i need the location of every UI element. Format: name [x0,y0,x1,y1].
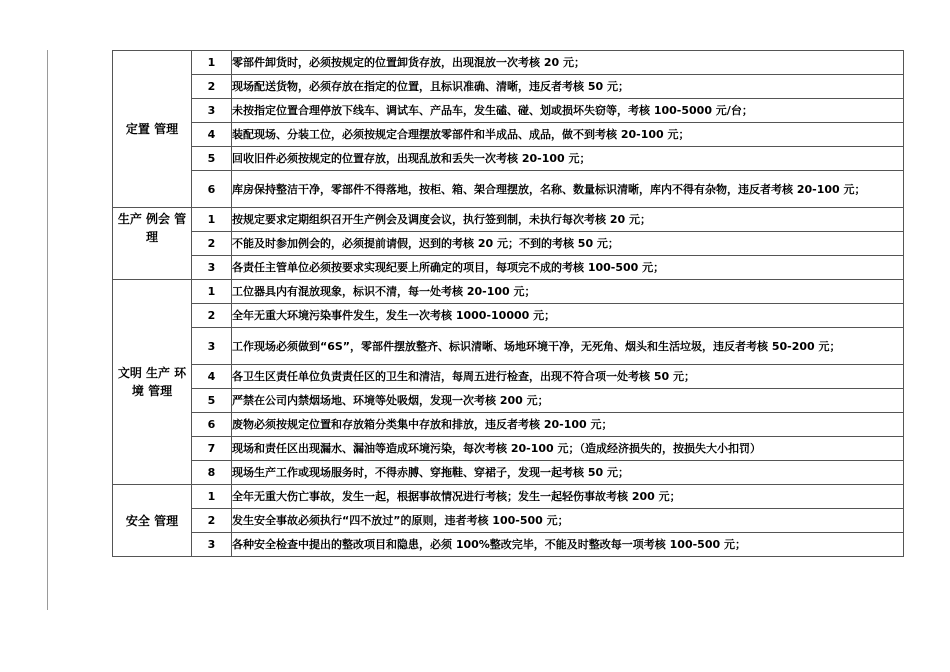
row-number: 6 [192,413,232,437]
row-number: 4 [192,365,232,389]
rule-text: 工位器具内有混放现象，标识不清，每一处考核 20-100 元； [232,280,904,304]
rule-text: 现场配送货物，必须存放在指定的位置，且标识准确、清晰，违反者考核 50 元； [232,75,904,99]
rule-text: 现场生产工作或现场服务时，不得赤膊、穿拖鞋、穿裙子，发现一起考核 50 元； [232,461,904,485]
rule-text: 各责任主管单位必须按要求实现纪要上所确定的项目，每项完不成的考核 100-500 元； [232,256,904,280]
rule-text: 回收旧件必须按规定的位置存放，出现乱放和丢失一次考核 20-100 元； [232,147,904,171]
row-number: 7 [192,437,232,461]
row-number: 3 [192,533,232,557]
regulations-table [112,50,904,557]
rule-text: 工作现场必须做到“6S”，零部件摆放整齐、标识清晰、场地环境干净，无死角、烟头和生活垃圾，违反者考核 50-200 元； [232,328,904,365]
rule-text: 废物必须按规定位置和存放箱分类集中存放和排放，违反者考核 20-100 元； [232,413,904,437]
rule-text: 未按指定位置合理停放下线车、调试车、产品车，发生磕、碰、划或损坏失窃等，考核 100-5000 元/台； [232,99,904,123]
row-number: 4 [192,123,232,147]
table-row [113,389,904,413]
table-row [113,485,904,509]
table-row [113,123,904,147]
table-row [113,365,904,389]
rule-text: 各种安全检查中提出的整改项目和隐患，必须 100%整改完毕，不能及时整改每一项考核 100-500 元； [232,533,904,557]
rule-text: 零部件卸货时，必须按规定的位置卸货存放，出现混放一次考核 20 元； [232,51,904,75]
table-row [113,280,904,304]
rule-text: 装配现场、分装工位，必须按规定合理摆放零部件和半成品、成品，做不到考核 20-100 元； [232,123,904,147]
rule-text: 不能及时参加例会的，必须提前请假，迟到的考核 20 元；不到的考核 50 元； [232,232,904,256]
table-row [113,437,904,461]
row-number: 1 [192,51,232,75]
row-number: 8 [192,461,232,485]
rule-text: 库房保持整洁干净，零部件不得落地，按柜、箱、架合理摆放，名称、数量标识清晰，库内不得有杂物，违反者考核 20-100 元； [232,171,904,208]
category-civilized-production-environment-management: 文明 生产 环境 管理 [113,280,192,485]
row-number: 5 [192,147,232,171]
row-number: 1 [192,280,232,304]
row-number: 2 [192,509,232,533]
table-row [113,147,904,171]
row-number: 3 [192,256,232,280]
row-number: 3 [192,99,232,123]
table-row [113,461,904,485]
category-safety-management: 安全 管理 [113,485,192,557]
row-number: 2 [192,75,232,99]
category-production-meeting-management: 生产 例会 管理 [113,208,192,280]
table-row [113,51,904,75]
table-row [113,509,904,533]
table-row [113,304,904,328]
rule-text: 按规定要求定期组织召开生产例会及调度会议，执行签到制，未执行每次考核 20 元； [232,208,904,232]
table-row [113,171,904,208]
category-placement-management: 定置 管理 [113,51,192,208]
table-row [113,533,904,557]
table-row [113,208,904,232]
rule-text: 各卫生区责任单位负责责任区的卫生和清洁，每周五进行检查，出现不符合项一处考核 50 元； [232,365,904,389]
row-number: 3 [192,328,232,365]
rule-text: 严禁在公司内禁烟场地、环境等处吸烟，发现一次考核 200 元； [232,389,904,413]
table-row [113,99,904,123]
row-number: 5 [192,389,232,413]
row-number: 1 [192,485,232,509]
rule-text: 现场和责任区出现漏水、漏油等造成环境污染，每次考核 20-100 元；（造成经济损失的，按损失大小扣罚） [232,437,904,461]
row-number: 6 [192,171,232,208]
row-number: 2 [192,232,232,256]
rule-text: 全年无重大环境污染事件发生，发生一次考核 1000-10000 元； [232,304,904,328]
table-row [113,413,904,437]
page-margin-line [47,50,48,610]
rule-text: 全年无重大伤亡事故，发生一起，根据事故情况进行考核；发生一起轻伤事故考核 200 元； [232,485,904,509]
row-number: 2 [192,304,232,328]
table-row [113,256,904,280]
table-row [113,328,904,365]
table-row [113,75,904,99]
row-number: 1 [192,208,232,232]
table-row [113,232,904,256]
rule-text: 发生安全事故必须执行“四不放过”的原则，违者考核 100-500 元； [232,509,904,533]
